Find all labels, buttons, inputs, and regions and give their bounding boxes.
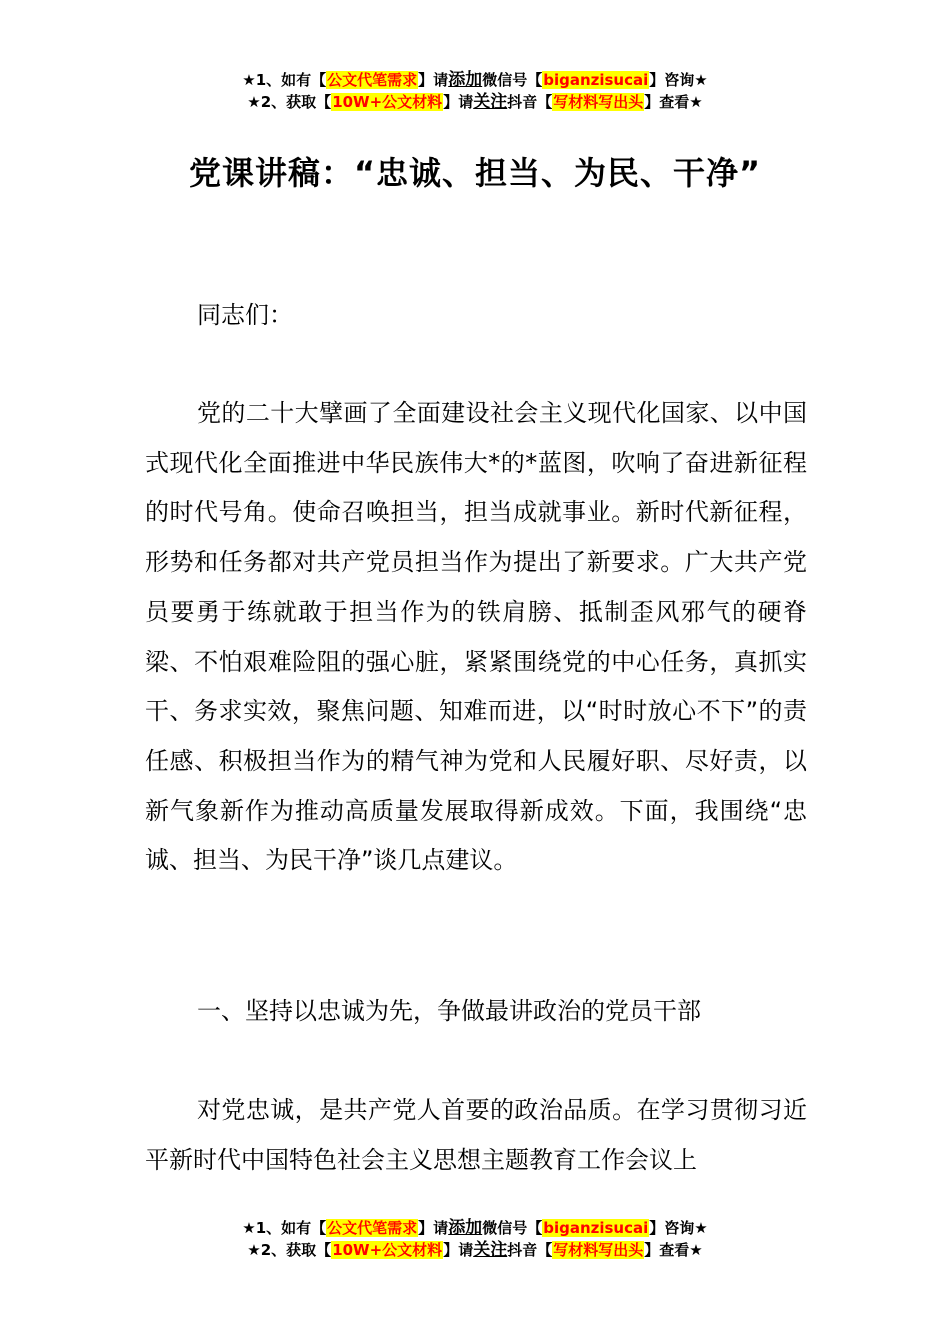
footer-banner	[0, 1217, 950, 1261]
highlight-wechat-id: biganzisucai	[543, 1219, 649, 1237]
footer-line-2: ★2、获取【10W+公文材料】请关注抖音【写材料写出头】查看★	[247, 1240, 703, 1260]
highlight-wechat-id: biganzisucai	[543, 71, 649, 89]
banner-line-1: ★1、如有【公文代笔需求】请添加微信号【biganzisucai】咨询★	[242, 70, 708, 90]
highlight-douyin: 写材料写出头	[553, 93, 644, 111]
highlight-materials: 10W+公文材料	[332, 93, 443, 111]
banner-line-2: ★2、获取【10W+公文材料】请关注抖音【写材料写出头】查看★	[247, 92, 703, 112]
header-banner	[0, 69, 950, 113]
document-title: 党课讲稿：“忠诚、担当、为民、干净”	[188, 154, 762, 192]
highlight-douyin: 写材料写出头	[553, 1241, 644, 1259]
highlight-service: 公文代笔需求	[327, 71, 418, 89]
highlight-service: 公文代笔需求	[327, 1219, 418, 1237]
highlight-materials: 10W+公文材料	[332, 1241, 443, 1259]
footer-line-1: ★1、如有【公文代笔需求】请添加微信号【biganzisucai】咨询★	[242, 1218, 708, 1238]
paragraph-intro: 党的二十大擘画了全面建设社会主义现代化国家、以中国式现代化全面推进中华民族伟大*的*蓝图，吹响了奋进新征程的时代号角。使命召唤担当，担当成就事业。新时代新征程，形势和任务都对共产党员担当作为提出了新要求。广大共产党员要勇于练就敢于担当作为的铁肩膀、抵制歪风邪气的硬脊梁、不怕艰难险阻的强心脏，紧紧围绕党的中心任务，真抓实干、务求实效，聚焦问题、知难而进，以“时时放心不下”的责任感、积极担当作为的精气神为党和人民履好职、尽好责，以新气象新作为推动高质量发展取得新成效。下面，我围绕“忠诚、担当、为民干净”谈几点建议。	[145, 399, 807, 875]
section-heading-1: 一、坚持以忠诚为先，争做最讲政治的党员干部	[197, 997, 701, 1025]
greeting: 同志们：	[197, 301, 293, 329]
paragraph-loyalty: 对党忠诚，是共产党人首要的政治品质。在学习贯彻习近平新时代中国特色社会主义思想主题教育工作会议上	[145, 1096, 807, 1174]
